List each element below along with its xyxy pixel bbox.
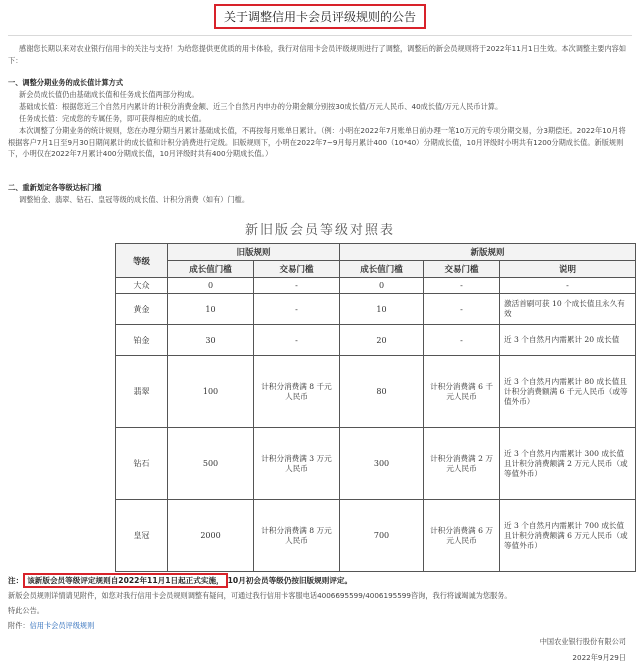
table-title: 新旧版会员等级对照表 [244, 223, 395, 238]
signature-org: 中国农业银行股份有限公司 [539, 637, 626, 646]
cell-desc: - [500, 278, 636, 294]
cell-desc: 近 3 个自然月内需累计 700 成长值且计积分消费额满 6 万元人民币（或等值外币） [500, 500, 636, 572]
cell-desc: 近 3 个自然月内需累计 300 成长值且计积分消费额满 2 万元人民币（或等值外币） [500, 428, 636, 500]
announcement-title-wrap [0, 4, 640, 29]
section1-line-4: 本次调整了分期业务的统计规则，您在办理分期当月累计基础成长值，不再按每月账单日累计。（例：小明在2022年7月账单日前办理一笔10万元的专项分期交易，分3期偿还。2022年10月将根据客户7月1日至9月30日期间累计的成长值和计积分消费进行定级。旧版规则下，小明在2022年7~9月每月累计400（10*40）分期成长值，10月评级时小明共有1200分期成长值。新版规则下，小明仅在2022年7月累计400分期成长值，10月评级时共有400分期成长值。） [8, 126, 626, 158]
cell-new-trade: - [424, 278, 500, 294]
header-new-rules: 新版规则 [340, 244, 636, 261]
cell-old-growth: 30 [168, 325, 254, 356]
section1-heading: 一、调整分期业务的成长值计算方式 [8, 78, 124, 87]
header-new-trade: 交易门槛 [424, 261, 500, 278]
table-row [116, 325, 636, 356]
cell-old-growth: 10 [168, 294, 254, 325]
cell-level: 钻石 [116, 428, 168, 500]
header-new-growth: 成长值门槛 [340, 261, 424, 278]
section1-line-2: 基础成长值：根据您近三个自然月内累计的计积分消费金额、近三个自然月内申办的分期金额分别按30成长值/万元人民币、40成长值/万元人民币计算。 [19, 102, 503, 111]
closing-text: 特此公告。 [8, 606, 44, 615]
announcement-title: 关于调整信用卡会员评级规则的公告 [214, 4, 426, 29]
table-row [116, 500, 636, 572]
cell-level: 黄金 [116, 294, 168, 325]
cell-new-trade: - [424, 325, 500, 356]
title-divider [8, 35, 632, 36]
comparison-table [115, 243, 636, 572]
cell-level: 铂金 [116, 325, 168, 356]
header-desc: 说明 [500, 261, 636, 278]
cell-desc: 近 3 个自然月内需累计 20 成长值 [500, 325, 636, 356]
header-old-rules: 旧版规则 [168, 244, 340, 261]
signature-date: 2022年9月29日 [572, 653, 626, 662]
intro-paragraph: 感谢您长期以来对农业银行信用卡的关注与支持！为给您提供更优质的用卡体验，我行对信用卡会员评级规则进行了调整，调整后的新会员规则将于2022年11月1日生效。本次调整主要内容如下： [8, 44, 627, 65]
cell-new-trade: 计积分消费满 6 万元人民币 [424, 500, 500, 572]
cell-old-trade: - [254, 294, 340, 325]
attachment-label: 附件： [8, 621, 30, 630]
cell-old-growth: 100 [168, 356, 254, 428]
cell-new-growth: 20 [340, 325, 424, 356]
header-old-trade: 交易门槛 [254, 261, 340, 278]
section1-line-3: 任务成长值：完成您的专属任务，即可获得相应的成长值。 [19, 114, 206, 123]
cell-old-growth: 500 [168, 428, 254, 500]
cell-new-growth: 700 [340, 500, 424, 572]
cell-old-trade: - [254, 325, 340, 356]
contact-paragraph: 新版会员规则详情请见附件，如您对我行信用卡会员规则调整有疑问，可通过我行信用卡客服电话4006695599/4006195599咨询，我行将诚竭诚为您服务。 [8, 591, 512, 600]
cell-new-trade: - [424, 294, 500, 325]
note-rest: 10月初会员等级仍按旧版规则评定。 [227, 576, 353, 585]
header-level: 等级 [116, 244, 168, 278]
table-row [116, 356, 636, 428]
cell-new-growth: 80 [340, 356, 424, 428]
table-row [116, 428, 636, 500]
attachment-line [8, 621, 94, 631]
cell-level: 皇冠 [116, 500, 168, 572]
cell-old-trade: 计积分消费满 3 万元人民币 [254, 428, 340, 500]
cell-old-growth: 0 [168, 278, 254, 294]
cell-new-growth: 10 [340, 294, 424, 325]
cell-old-growth: 2000 [168, 500, 254, 572]
cell-new-growth: 0 [340, 278, 424, 294]
cell-new-trade: 计积分消费满 6 千元人民币 [424, 356, 500, 428]
cell-new-trade: 计积分消费满 2 万元人民币 [424, 428, 500, 500]
attachment-link[interactable]: 信用卡会员评级规则 [29, 621, 95, 630]
table-row [116, 278, 636, 294]
note-highlight: 该新版会员等级评定规则自2022年11月1日起正式实施， [23, 573, 227, 588]
cell-level: 大众 [116, 278, 168, 294]
cell-old-trade: 计积分消费满 8 万元人民币 [254, 500, 340, 572]
section2-heading: 二、重新划定各等级达标门槛 [8, 183, 102, 192]
cell-desc: 近 3 个自然月内需累计 80 成长值且计积分消费额满 6 千元人民币（或等值外币） [500, 356, 636, 428]
cell-new-growth: 300 [340, 428, 424, 500]
cell-desc: 激活首刷可获 10 个成长值且永久有效 [500, 294, 636, 325]
cell-old-trade: - [254, 278, 340, 294]
cell-old-trade: 计积分消费满 8 千元人民币 [254, 356, 340, 428]
section1-line-1: 新会员成长值仍由基础成长值和任务成长值两部分构成。 [19, 90, 199, 99]
effective-date-note [8, 575, 352, 586]
table-row [116, 294, 636, 325]
note-prefix: 注： [8, 576, 24, 585]
header-old-growth: 成长值门槛 [168, 261, 254, 278]
section2-line: 调整铂金、翡翠、钻石、皇冠等级的成长值、计积分消费（如有）门槛。 [19, 195, 250, 204]
cell-level: 翡翠 [116, 356, 168, 428]
